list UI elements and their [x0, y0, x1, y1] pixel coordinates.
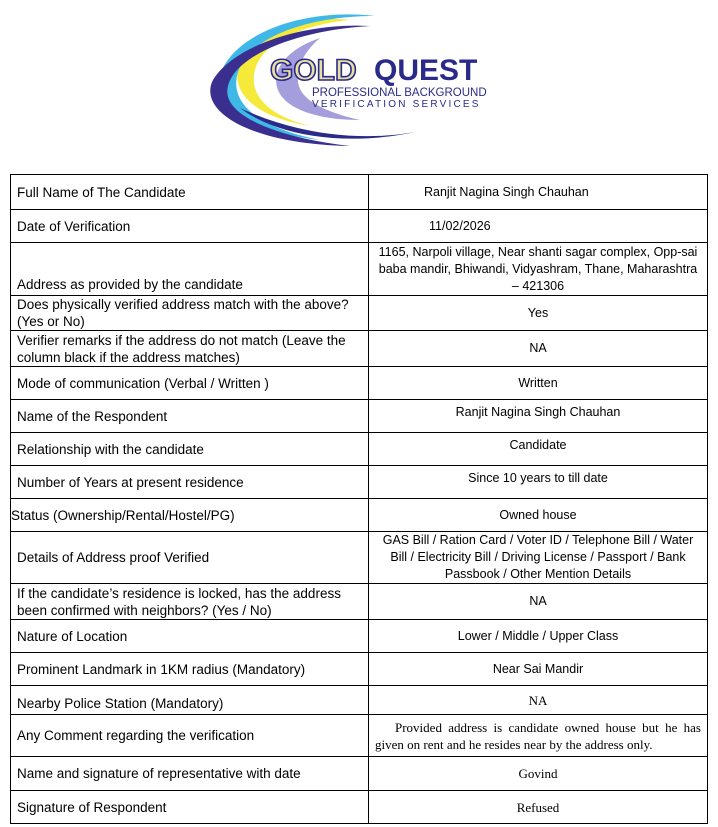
table-row [11, 620, 708, 653]
row-label: Mode of communication (Verbal / Written ) [11, 367, 369, 400]
logo-tagline-1: PROFESSIONAL BACKGROUND [312, 87, 487, 99]
logo-tagline-2: VERIFICATION SERVICES [312, 99, 481, 110]
table-row [11, 584, 708, 620]
row-label: Name of the Respondent [11, 400, 369, 433]
row-label: If the candidate’s residence is locked, has the address been confirmed with neighbors? (Yes / No) [11, 584, 369, 620]
row-label: Does physically verified address match with the above? (Yes or No) [11, 296, 369, 331]
table-row [11, 686, 708, 715]
table-row [11, 532, 708, 584]
row-value: NA [369, 331, 708, 367]
row-value: GAS Bill / Ration Card / Voter ID / Telephone Bill / Water Bill / Electricity Bill / Driving License / Passport / Bank Passbook / Other Mention Details [369, 532, 708, 584]
row-value: Ranjit Nagina Singh Chauhan [369, 175, 708, 210]
table-row [11, 466, 708, 499]
row-value: Owned house [369, 499, 708, 532]
row-value: Ranjit Nagina Singh Chauhan [369, 400, 708, 433]
row-label: Verifier remarks if the address do not match (Leave the column black if the address matches) [11, 331, 369, 367]
row-value: Candidate [369, 433, 708, 466]
row-value: Govind [369, 757, 708, 791]
row-value: 1165, Narpoli village, Near shanti sagar complex, Opp-sai baba mandir, Bhiwandi, Vidyashram, Thane, Maharashtra – 421306 [369, 243, 708, 296]
table-row [11, 499, 708, 532]
table-row [11, 653, 708, 686]
row-value: Since 10 years to till date [369, 466, 708, 499]
row-value: Yes [369, 296, 708, 331]
row-label: Nearby Police Station (Mandatory) [11, 686, 369, 715]
table-row [11, 433, 708, 466]
row-label: Number of Years at present residence [11, 466, 369, 499]
table-row [11, 331, 708, 367]
row-label: Signature of Respondent [11, 791, 369, 824]
row-value: NA [369, 584, 708, 620]
row-value: Near Sai Mandir [369, 653, 708, 686]
table-row [11, 210, 708, 243]
table-row [11, 791, 708, 824]
row-value: 11/02/2026 [369, 210, 708, 243]
table-row [11, 757, 708, 791]
row-value: Lower / Middle / Upper Class [369, 620, 708, 653]
row-label: Name and signature of representative with date [11, 757, 369, 791]
table-row [11, 296, 708, 331]
row-label: Full Name of The Candidate [11, 175, 369, 210]
logo-brand-quest: QUEST [374, 54, 478, 87]
table-row [11, 243, 708, 296]
row-value: Refused [369, 791, 708, 824]
verification-table [10, 174, 708, 824]
row-label: Nature of Location [11, 620, 369, 653]
row-label: Address as provided by the candidate [11, 243, 369, 296]
goldquest-logo [200, 8, 520, 148]
table-row [11, 400, 708, 433]
logo-brand-gold: GOLD [270, 54, 357, 87]
row-value: NA [369, 686, 708, 715]
row-label: Details of Address proof Verified [11, 532, 369, 584]
row-label: Prominent Landmark in 1KM radius (Mandatory) [11, 653, 369, 686]
table-row [11, 367, 708, 400]
table-row [11, 715, 708, 757]
row-label: Relationship with the candidate [11, 433, 369, 466]
table-row [11, 175, 708, 210]
row-label: Status (Ownership/Rental/Hostel/PG) [11, 499, 369, 532]
row-value: Provided address is candidate owned house but he has given on rent and he resides near by the address only. [369, 715, 708, 757]
row-value: Written [369, 367, 708, 400]
row-label: Any Comment regarding the verification [11, 715, 369, 757]
row-label: Date of Verification [11, 210, 369, 243]
